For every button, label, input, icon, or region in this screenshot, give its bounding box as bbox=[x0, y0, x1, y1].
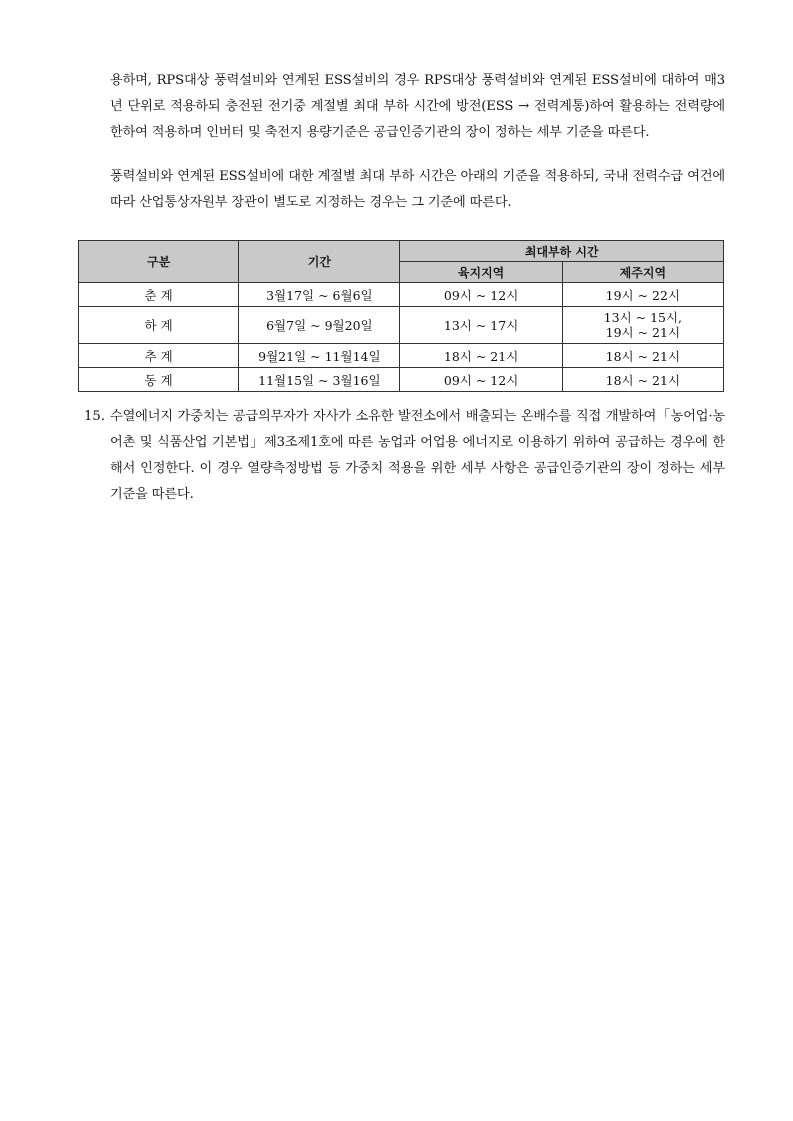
cell-season: 춘 계 bbox=[79, 283, 239, 307]
item-text: 수열에너지 가중치는 공급의무자가 자사가 소유한 발전소에서 배출되는 온배수를 직접 개발하여「농어업·농어촌 및 식품산업 기본법」제3조제1호에 따른 농업과 어업용 에너지로 이용하기 위하여 공급하는 경우에 한해서 인정한다. 이 경우 열량측정방법 등 가중치 적용을 위한 세부 사항은 공급인증기관의 장이 정하는 세부 기준을 따른다. bbox=[110, 409, 725, 502]
header-period: 기간 bbox=[239, 241, 400, 283]
cell-mainland-time: 13시 ~ 17시 bbox=[400, 307, 562, 344]
seasonal-peak-load-table bbox=[78, 240, 724, 392]
table-row bbox=[79, 283, 724, 307]
cell-mainland-time: 09시 ~ 12시 bbox=[400, 283, 562, 307]
table-row bbox=[79, 368, 724, 392]
cell-jeju-time-line: 13시 ~ 15시, bbox=[603, 310, 683, 325]
cell-period: 9월21일 ~ 11월14일 bbox=[239, 344, 400, 368]
cell-jeju-time bbox=[562, 307, 723, 344]
item-number: 15. bbox=[84, 409, 105, 424]
cell-season: 추 계 bbox=[79, 344, 239, 368]
cell-mainland-time: 18시 ~ 21시 bbox=[400, 344, 562, 368]
header-mainland: 육지지역 bbox=[400, 262, 562, 283]
paragraph-ess-weight-continuation: 용하며, RPS대상 풍력설비와 연계된 ESS설비의 경우 RPS대상 풍력설비와 연계된 ESS설비에 대하여 매3년 단위로 적용하되 충전된 전기중 계절별 최대 부하 시간에 방전(ESS → 전력계통)하여 활용하는 전력량에 한하여 적용하며 인버터 및 축전지 용량기준은 공급인증기관의 장이 정하는 세부 기준을 따른다. bbox=[110, 73, 725, 140]
cell-period: 6월7일 ~ 9월20일 bbox=[239, 307, 400, 344]
paragraph-peak-load-criteria: 풍력설비와 연계된 ESS설비에 대한 계절별 최대 부하 시간은 아래의 기준을 적용하되, 국내 전력수급 여건에 따라 산업통상자원부 장관이 별도로 지정하는 경우는 그 기준에 따른다. bbox=[110, 169, 725, 210]
cell-jeju-time: 18시 ~ 21시 bbox=[562, 344, 723, 368]
cell-season: 하 계 bbox=[79, 307, 239, 344]
cell-period: 3월17일 ~ 6월6일 bbox=[239, 283, 400, 307]
cell-jeju-time: 19시 ~ 22시 bbox=[562, 283, 723, 307]
header-category: 구분 bbox=[79, 241, 239, 283]
table-row bbox=[79, 344, 724, 368]
cell-period: 11월15일 ~ 3월16일 bbox=[239, 368, 400, 392]
header-max-load-time: 최대부하 시간 bbox=[400, 241, 724, 262]
header-jeju: 제주지역 bbox=[562, 262, 723, 283]
cell-mainland-time: 09시 ~ 12시 bbox=[400, 368, 562, 392]
cell-season: 동 계 bbox=[79, 368, 239, 392]
cell-jeju-time: 18시 ~ 21시 bbox=[562, 368, 723, 392]
table-row bbox=[79, 307, 724, 344]
cell-jeju-time-line: 19시 ~ 21시 bbox=[605, 325, 681, 340]
